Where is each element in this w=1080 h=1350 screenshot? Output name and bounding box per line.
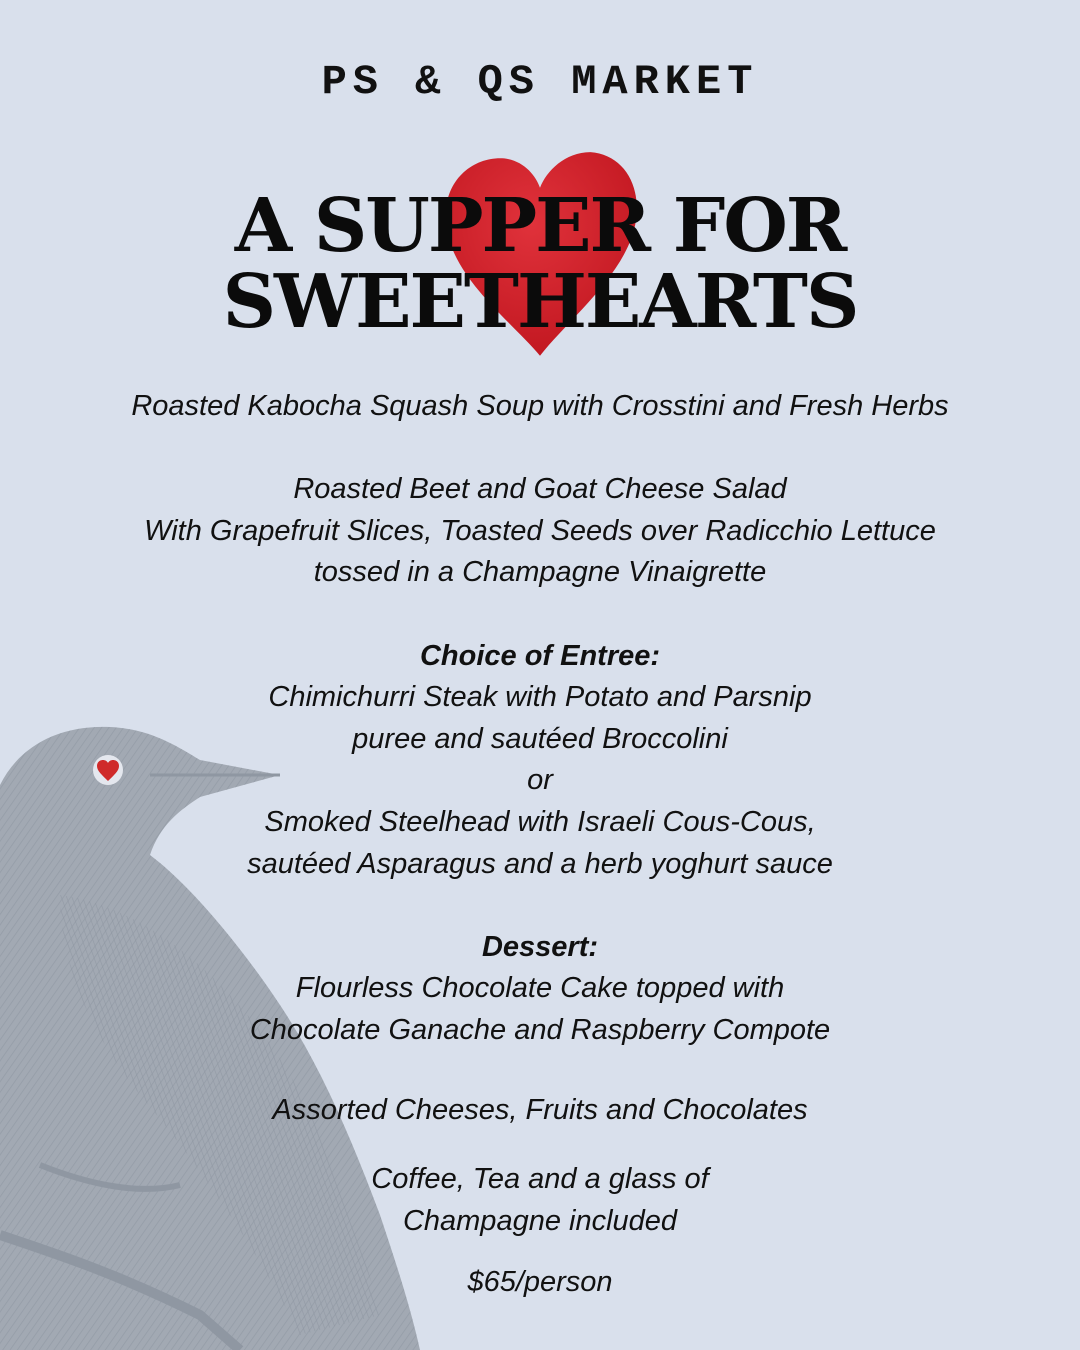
menu-entree-line: sautéed Asparagus and a herb yoghurt sauce	[247, 847, 833, 880]
menu-salad-line: With Grapefruit Slices, Toasted Seeds over Radicchio Lettuce	[144, 514, 936, 547]
menu-cheeses: Assorted Cheeses, Fruits and Chocolates	[272, 1094, 808, 1126]
menu-soup: Roasted Kabocha Squash Soup with Crosstini and Fresh Herbs	[131, 390, 949, 422]
menu-salad-line: Roasted Beet and Goat Cheese Salad	[293, 473, 787, 506]
menu-entree-line: Smoked Steelhead with Israeli Cous-Cous,	[264, 805, 816, 838]
title-line-1: A SUPPER FOR	[234, 183, 846, 269]
menu-dessert-line: Flourless Chocolate Cake topped with	[295, 972, 785, 1005]
menu-coffee-line: Coffee, Tea and a glass of	[371, 1163, 709, 1195]
page-title	[0, 183, 1080, 345]
menu-entree-line: Chimichurri Steak with Potato and Parsnip	[268, 681, 812, 714]
price: $65/person	[467, 1266, 613, 1298]
menu-entree-line: puree and sautéed Broccolini	[352, 722, 728, 755]
entree-heading: Choice of Entree:	[419, 639, 661, 672]
menu-coffee-line: Champagne included	[402, 1205, 678, 1237]
dessert-heading: Dessert:	[481, 930, 599, 963]
menu-entree-line: or	[527, 764, 553, 797]
menu-coffee	[0, 1158, 1080, 1242]
brand-name: PS & QS MARKET	[321, 58, 759, 106]
title-line-2: SWEETHEARTS	[222, 259, 858, 345]
menu-dessert-line: Chocolate Ganache and Raspberry Compote	[249, 1013, 831, 1046]
menu-salad-line: tossed in a Champagne Vinaigrette	[313, 556, 767, 589]
menu-list	[0, 386, 1080, 1052]
